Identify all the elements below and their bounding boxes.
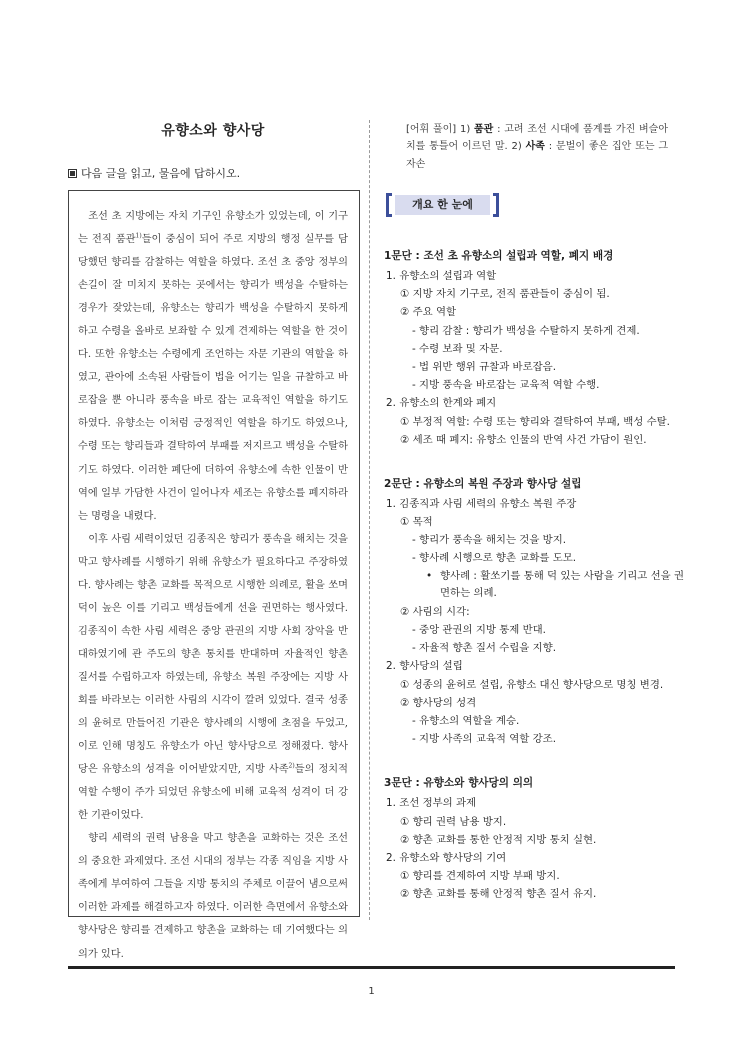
instruction xyxy=(68,165,358,181)
outline-note-text: 향사례 : 활쏘기를 통해 덕 있는 사람을 기리고 선을 권면하는 의례. xyxy=(440,569,685,600)
outline-item: ① 부정적 역할: 수령 또는 향리와 결탁하여 부패, 백성 수탈. xyxy=(400,415,670,428)
outline-section-1 xyxy=(384,245,684,449)
outline-section-2 xyxy=(384,473,684,748)
page-number: 1 xyxy=(368,986,375,997)
vocab-definition-2: : 문벌이 좋은 집안 또는 그 자손 xyxy=(406,141,669,170)
outline-item: 1. 조선 정부의 과제 xyxy=(386,797,477,810)
page-title: 유향소와 향사당 xyxy=(161,123,265,139)
outline-item: ① 향리 권력 남용 방지. xyxy=(400,815,507,828)
instruction-text: 다음 글을 읽고, 물음에 답하시오. xyxy=(81,167,241,180)
right-bracket-icon xyxy=(493,193,499,217)
outline-item: - 법 위반 행위 규찰과 바로잡음. xyxy=(412,360,557,373)
outline-item: - 지방 풍속을 바로잡는 교육적 역할 수행. xyxy=(412,379,600,392)
footer-rule xyxy=(68,966,675,969)
passage-p1-text-b: 들이 중심이 되어 주로 지방의 행정 실무를 담당했던 향리를 감찰하는 역할을 하였다. 조선 초 중앙 정부의 손길이 잘 미치지 못하는 곳에서는 향리가 백성을 수탈하는 경우가 잦았는데, 유향소는 향리가 백성을 수탈하지 못하게 하고 수령을 올바로 보좌할 수 있게 견제하는 역할을 한 것이다. 또한 유향소는 수령에게 조언하는 자문 기관의 역할을 하였고, 관아에 소속된 사람들이 법을 어기는 일을 규찰하고 바로잡을 뿐 아니라 풍속을 바로 잡는 교육적인 역할을 하기도 하였다. 유향소는 이처럼 긍정적인 역할을 하기도 하였으나, 수령 또는 향리들과 결탁하여 부패를 저지르고 백성을 수탈하기도 하였다. 이러한 폐단에 더하여 유향소에 속한 인물이 반역에 일부 가담한 사건이 일어나자 세조는 유향소를 폐지하라는 명령을 내렸다. xyxy=(78,234,349,522)
section-2-title: 2문단 : 유향소의 복원 주장과 향사당 설립 xyxy=(384,477,582,490)
vocabulary-note xyxy=(406,121,668,173)
outline-item: ② 향촌 교화를 통해 안정적 향촌 질서 유지. xyxy=(400,888,597,901)
outline-item: - 수령 보좌 및 자문. xyxy=(412,342,503,355)
outline-item: ② 향촌 교화를 통한 안정적 지방 통치 실현. xyxy=(400,833,597,846)
outline-item: 2. 유향소의 한계와 폐지 xyxy=(386,397,497,410)
section-1-title: 1문단 : 조선 초 유향소의 설립과 역할, 폐지 배경 xyxy=(384,250,614,262)
outline-item: - 지방 사족의 교육적 역할 강조. xyxy=(412,733,557,746)
outline-item: - 자율적 향촌 질서 수립을 지향. xyxy=(412,642,557,655)
outline-item: ② 향사당의 성격 xyxy=(400,696,477,709)
outline-item: - 향사례 시행으로 향촌 교화를 도모. xyxy=(412,552,577,565)
outline-item: ② 주요 역할 xyxy=(400,306,457,319)
vocab-term-2: 사족 xyxy=(525,141,545,153)
column-divider xyxy=(369,120,371,920)
outline-item: 1. 김종직과 사림 세력의 유향소 복원 주장 xyxy=(386,497,577,510)
overview-label: 개요 한 눈에 xyxy=(395,195,490,215)
outline-summary xyxy=(384,245,684,903)
section-3-title: 3문단 : 유향소와 향사당의 의의 xyxy=(384,777,534,790)
outline-item: 1. 유향소의 설립과 역할 xyxy=(386,270,497,282)
passage-p2-text-b: 들의 정치적 역할 수행이 주가 되었던 유향소에 비해 교육적 성격이 더 강한 기관이었다. xyxy=(78,764,348,822)
passage-paragraph-3: 향리 세력의 권력 남용을 막고 향촌을 교화하는 것은 조선의 중요한 과제였다. 조선 시대의 정부는 각종 직임을 지방 사족에게 부여하여 그들을 지방 통치의 주체로 이끌어 냄으로써 이러한 과제를 해결하고자 하였다. 이러한 측면에서 유향소와 향사당은 향리를 견제하고 향촌을 교화하는 데 기여했다는 의의가 있다. xyxy=(78,833,348,960)
outline-item: - 유향소의 역할을 계승. xyxy=(412,714,520,727)
outline-item: ② 사림의 시각: xyxy=(400,605,470,618)
footnote-ref-1: 1) xyxy=(135,232,142,240)
outline-item: ① 지방 자치 기구로, 전직 품관들이 중심이 됨. xyxy=(400,288,610,301)
outline-item: ② 세조 때 폐지: 유향소 인물의 반역 사건 가담이 원인. xyxy=(400,433,647,446)
passage-paragraph-2 xyxy=(78,528,348,828)
outline-item: 2. 향사당의 설립 xyxy=(386,660,463,673)
footnote-ref-2: 2) xyxy=(288,762,295,770)
outline-item: - 중앙 관권의 지방 통제 반대. xyxy=(412,624,546,636)
outline-item: ① 향리를 견제하여 지방 부패 방지. xyxy=(400,870,560,883)
bullet-icon: • xyxy=(426,569,433,582)
left-bracket-icon xyxy=(386,193,392,217)
overview-heading xyxy=(386,193,499,217)
passage-p2-text-a: 이후 사림 세력이었던 김종직은 향리가 풍속을 해치는 것을 막고 향사례를 시행하기 위해 유향소가 필요하다고 주장하였다. 향사례는 향촌 교화를 목적으로 시행한 의례로, 활을 쏘며 덕이 높은 이를 기리고 백성들에게 선을 권면하는 행사였다. 김종직이 속한 사림 세력은 중앙 관권의 지방 사회 장악을 반대하였기에 관 주도의 향촌 통치를 반대하며 자율적인 향촌 질서를 수립하고자 하였는데, 유향소 복원 주장에는 지방 사회를 바라보는 이러한 사림의 시각이 깔려 있었다. 결국 성종의 윤허로 만들어진 기관은 향사례의 시행에 초점을 두었고, 이로 인해 명칭도 유향소가 아닌 향사당으로 정해졌다. 향사당은 유향소의 성격을 이어받았지만, 지방 사족 xyxy=(78,533,348,776)
reading-passage xyxy=(78,205,348,966)
outline-item: ① 목적 xyxy=(400,516,433,529)
outline-note xyxy=(384,568,684,603)
vocab-term-1: 품관 xyxy=(474,124,494,135)
outline-item: ① 성종의 윤허로 설립, 유향소 대신 향사당으로 명칭 변경. xyxy=(400,678,664,691)
outline-item: - 향리 감찰 : 향리가 백성을 수탈하지 못하게 견제. xyxy=(412,324,640,337)
outline-section-3 xyxy=(384,772,684,903)
vocab-definition-1: : 고려 조선 시대에 품계를 가진 벼슬아치를 통틀어 이르던 말. 2) xyxy=(406,124,668,153)
square-bullet-icon xyxy=(68,169,77,178)
vocab-prefix: [어휘 풀이] 1) xyxy=(406,124,475,135)
passage-p1-text-a: 조선 초 지방에는 자치 기구인 유향소가 있었는데, 이 기구는 전직 품관 xyxy=(78,211,348,246)
outline-item: 2. 유향소와 향사당의 기여 xyxy=(386,851,507,864)
passage-paragraph-1 xyxy=(78,205,348,528)
outline-item: - 향리가 풍속을 해치는 것을 방지. xyxy=(412,534,567,547)
